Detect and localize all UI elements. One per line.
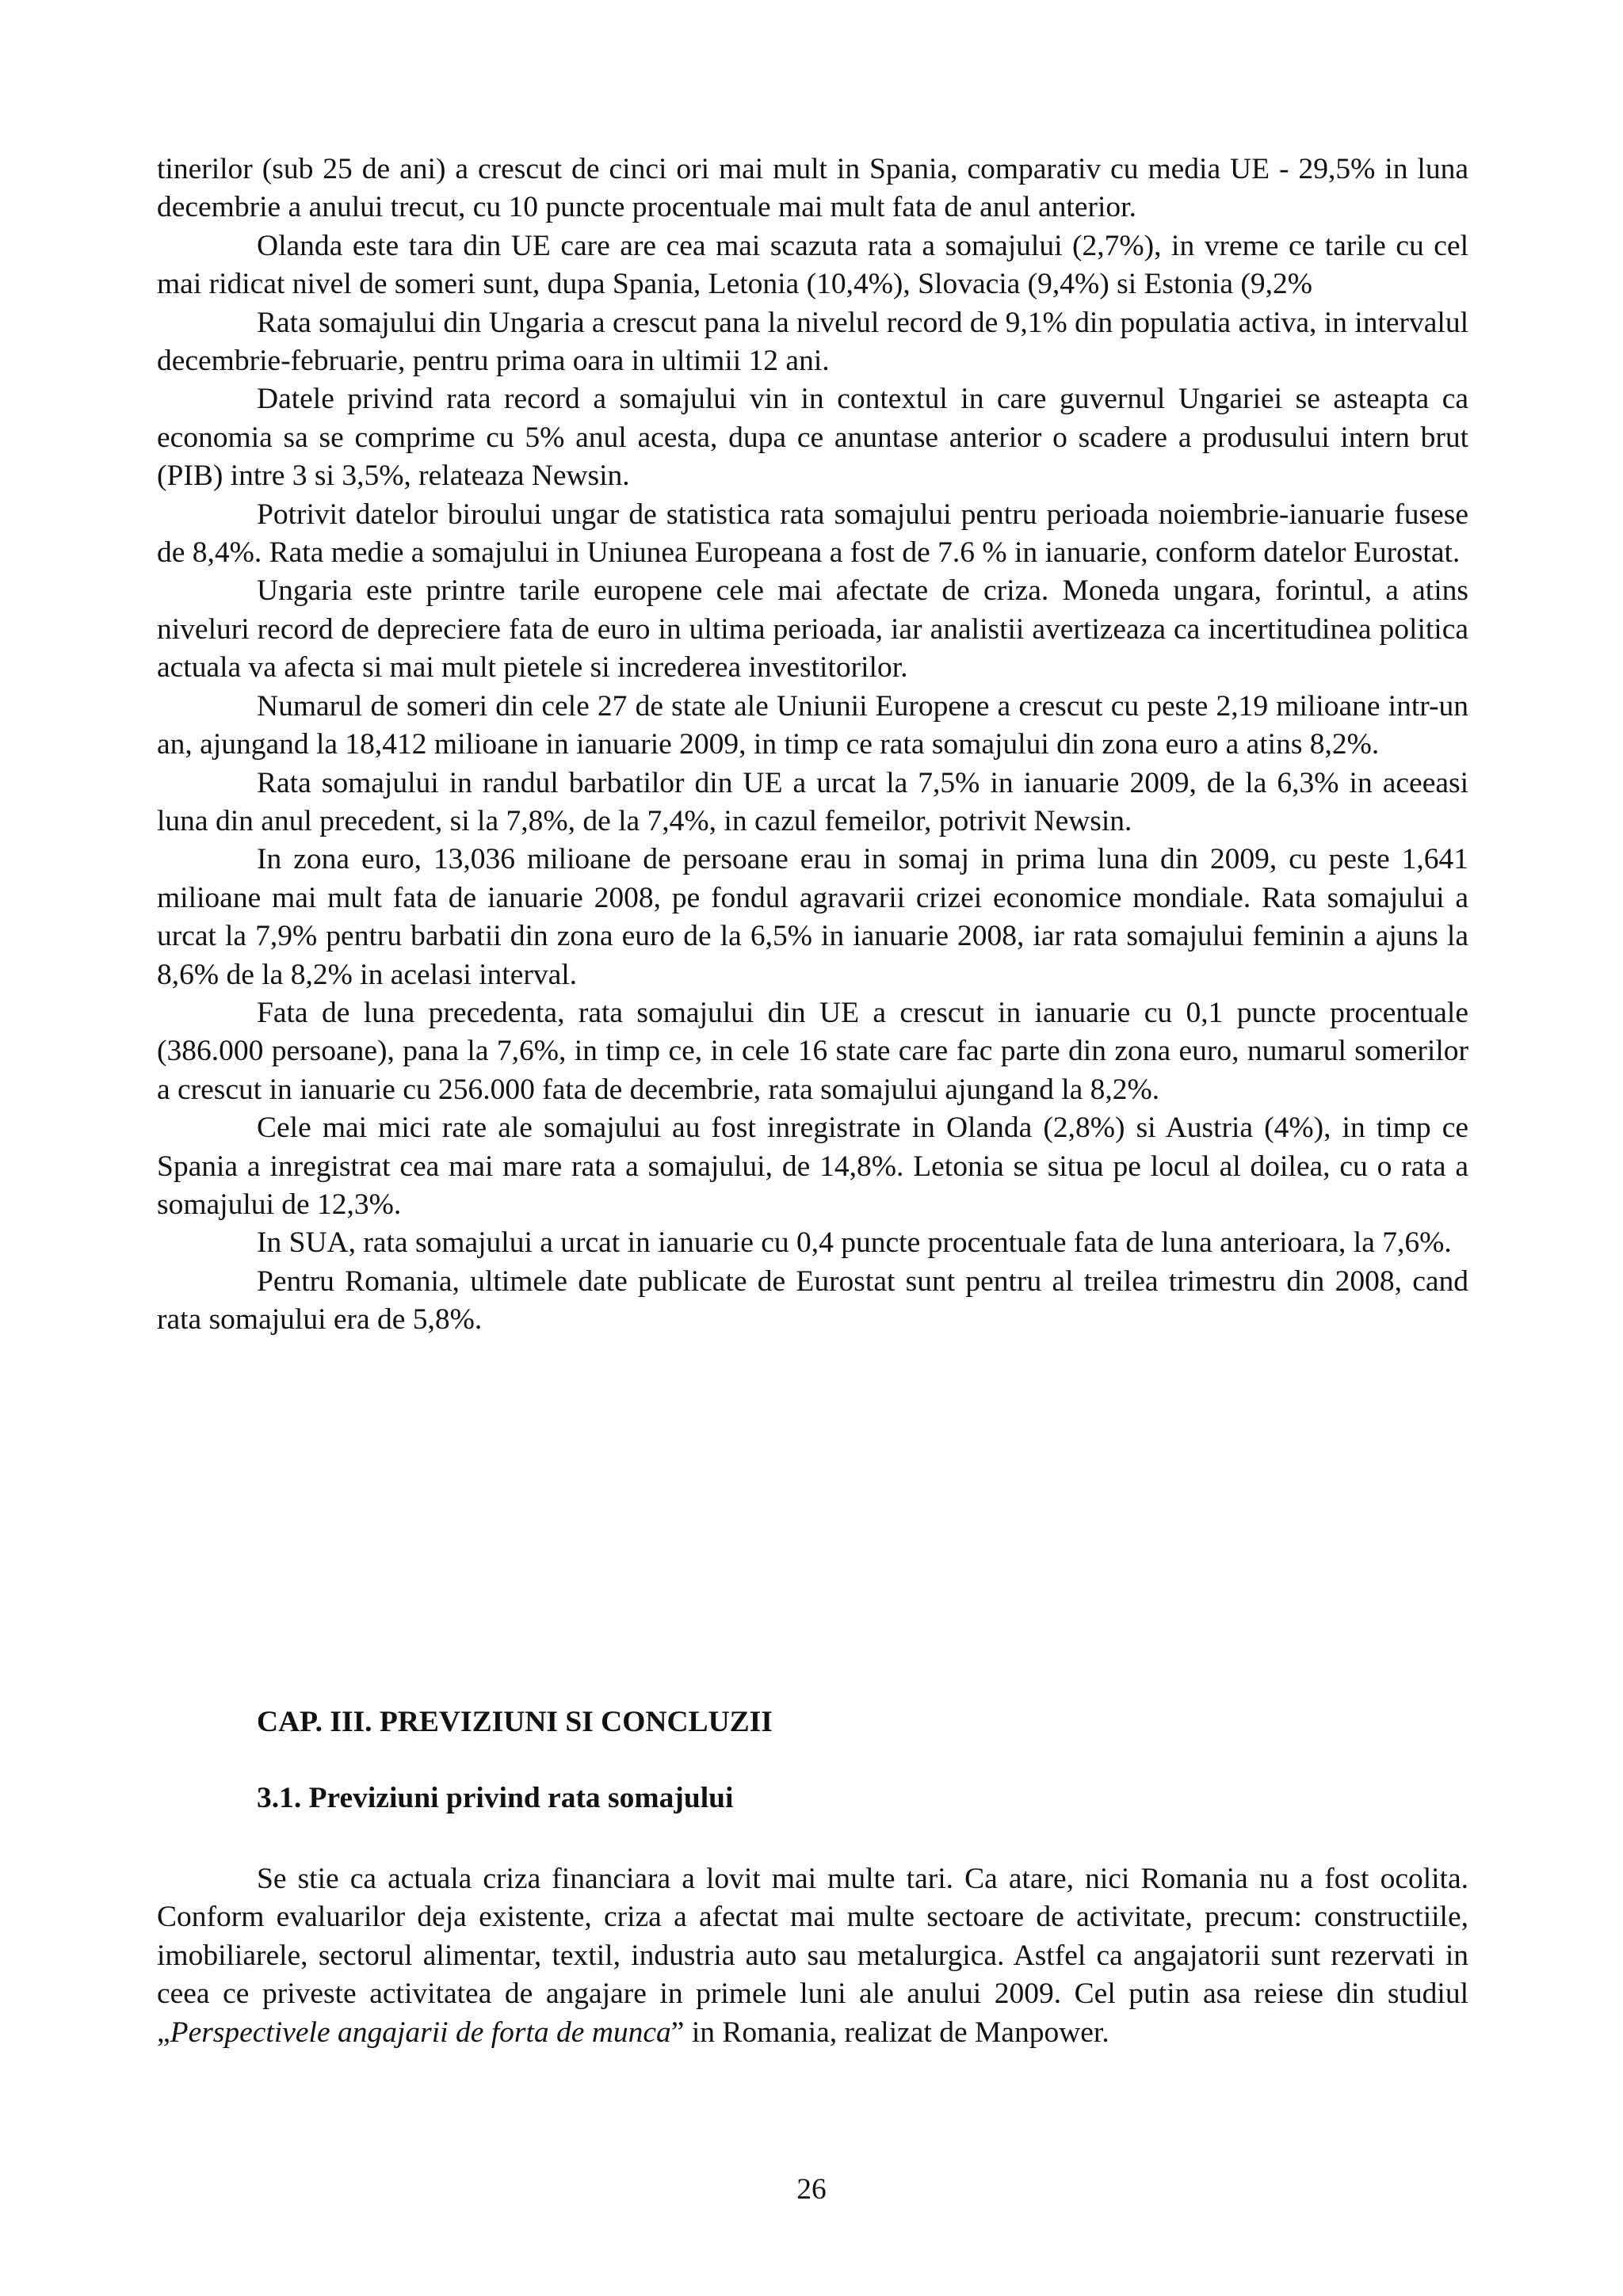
paragraph: Cele mai mici rate ale somajului au fost inregistrate in Olanda (2,8%) si Austria (4%), in timp ce Spania a inregistrat cea mai mare rata a somajului, de 14,8%. Letonia se situa pe locul al doilea, cu o rata a somajului de 12,3%. xyxy=(157,1112,1468,1221)
study-title: Perspectivele angajarii de forta de munca xyxy=(170,2016,671,2049)
chapter-heading: CAP. III. PREVIZIUNI SI CONCLUZII xyxy=(257,1706,773,1738)
paragraph: Pentru Romania, ultimele date publicate de Eurostat sunt pentru al treilea trimestru din 2008, cand rata somajului era de 5,8%. xyxy=(157,1264,1468,1337)
page-number: 26 xyxy=(796,2173,827,2206)
paragraph: Rata somajului din Ungaria a crescut pana la nivelul record de 9,1% din populatia activa, in intervalul decembrie-februarie, pentru prima oara in ultimii 12 ani. xyxy=(157,306,1468,378)
paragraph: Olanda este tara din UE care are cea mai scazuta rata a somajului (2,7%), in vreme ce tarile cu cel mai ridicat nivel de someri sunt, dupa Spania, Letonia (10,4%), Slovacia (9,4%) si Estonia (9,2% xyxy=(157,229,1468,301)
paragraph: In zona euro, 13,036 milioane de persoane erau in somaj in prima luna din 2009, cu peste 1,641 milioane mai mult fata de ianuarie 2008, pe fondul agravarii crizei economice mondiale. Rata somajului a urcat la 7,9% pentru barbatii din zona euro de la 6,5% in ianuarie 2008, iar rata somajului feminin a ajuns la 8,6% de la 8,2% in acelasi interval. xyxy=(157,843,1468,991)
paragraph: Ungaria este printre tarile europene cele mai afectate de criza. Moneda ungara, forintul, a atins niveluri record de depreciere fata de euro in ultima perioada, iar analistii avertizeaza ca incertitudinea politica actuala va afecta si mai mult pietele si increderea investitorilor. xyxy=(157,574,1468,685)
paragraph-text: ” in Romania, realizat de Manpower. xyxy=(670,2016,1109,2049)
section-heading: 3.1. Previziuni privind rata somajului xyxy=(257,1782,734,1814)
body-text xyxy=(157,151,1468,1340)
paragraph xyxy=(157,1860,1468,2052)
paragraph: In SUA, rata somajului a urcat in ianuarie cu 0,4 puncte procentuale fata de luna anterioara, la 7,6%. xyxy=(257,1226,1452,1260)
paragraph: tinerilor (sub 25 de ani) a crescut de cinci ori mai mult in Spania, comparativ cu media UE - 29,5% in luna decembrie a anului trecut, cu 10 puncte procentuale mai mult fata de anul anterior. xyxy=(157,153,1468,224)
section-text xyxy=(157,1860,1468,2052)
paragraph-text: Se stie ca actuala criza financiara a lovit mai multe tari. Ca atare, nici Romania nu a fost ocolita. Conform evaluarilor deja existente, criza a afectat mai multe sectoare de activitate, precum: constructiile, imobiliarele, sectorul alimentar, textil, industria auto sau metalurgica. Astfel ca angajatorii sunt rezervati in ceea ce priveste activitatea de angajare in primele luni ale anului 2009. Cel putin asa reiese din studiul „ xyxy=(157,1863,1468,2049)
paragraph: Datele privind rata record a somajului vin in contextul in care guvernul Ungariei se asteapta ca economia sa se comprime cu 5% anul acesta, dupa ce anuntase anterior o scadere a produsului intern brut (PIB) intre 3 si 3,5%, relateaza Newsin. xyxy=(157,383,1468,493)
paragraph: Numarul de someri din cele 27 de state ale Uniunii Europene a crescut cu peste 2,19 milioane intr-un an, ajungand la 18,412 milioane in ianuarie 2009, in timp ce rata somajului din zona euro a atins 8,2%. xyxy=(157,689,1468,761)
paragraph: Rata somajului in randul barbatilor din UE a urcat la 7,5% in ianuarie 2009, de la 6,3% in aceeasi luna din anul precedent, si la 7,8%, de la 7,4%, in cazul femeilor, potrivit Newsin. xyxy=(157,766,1468,837)
paragraph: Potrivit datelor biroului ungar de statistica rata somajului pentru perioada noiembrie-ianuarie fusese de 8,4%. Rata medie a somajului in Uniunea Europeana a fost de 7.6 % in ianuarie, conform datelor Eurostat. xyxy=(157,498,1468,570)
paragraph: Fata de luna precedenta, rata somajului din UE a crescut in ianuarie cu 0,1 puncte procentuale (386.000 persoane), pana la 7,6%, in timp ce, in cele 16 state care fac parte din zona euro, numarul somerilor a crescut in ianuarie cu 256.000 fata de decembrie, rata somajului ajungand la 8,2%. xyxy=(157,996,1468,1106)
